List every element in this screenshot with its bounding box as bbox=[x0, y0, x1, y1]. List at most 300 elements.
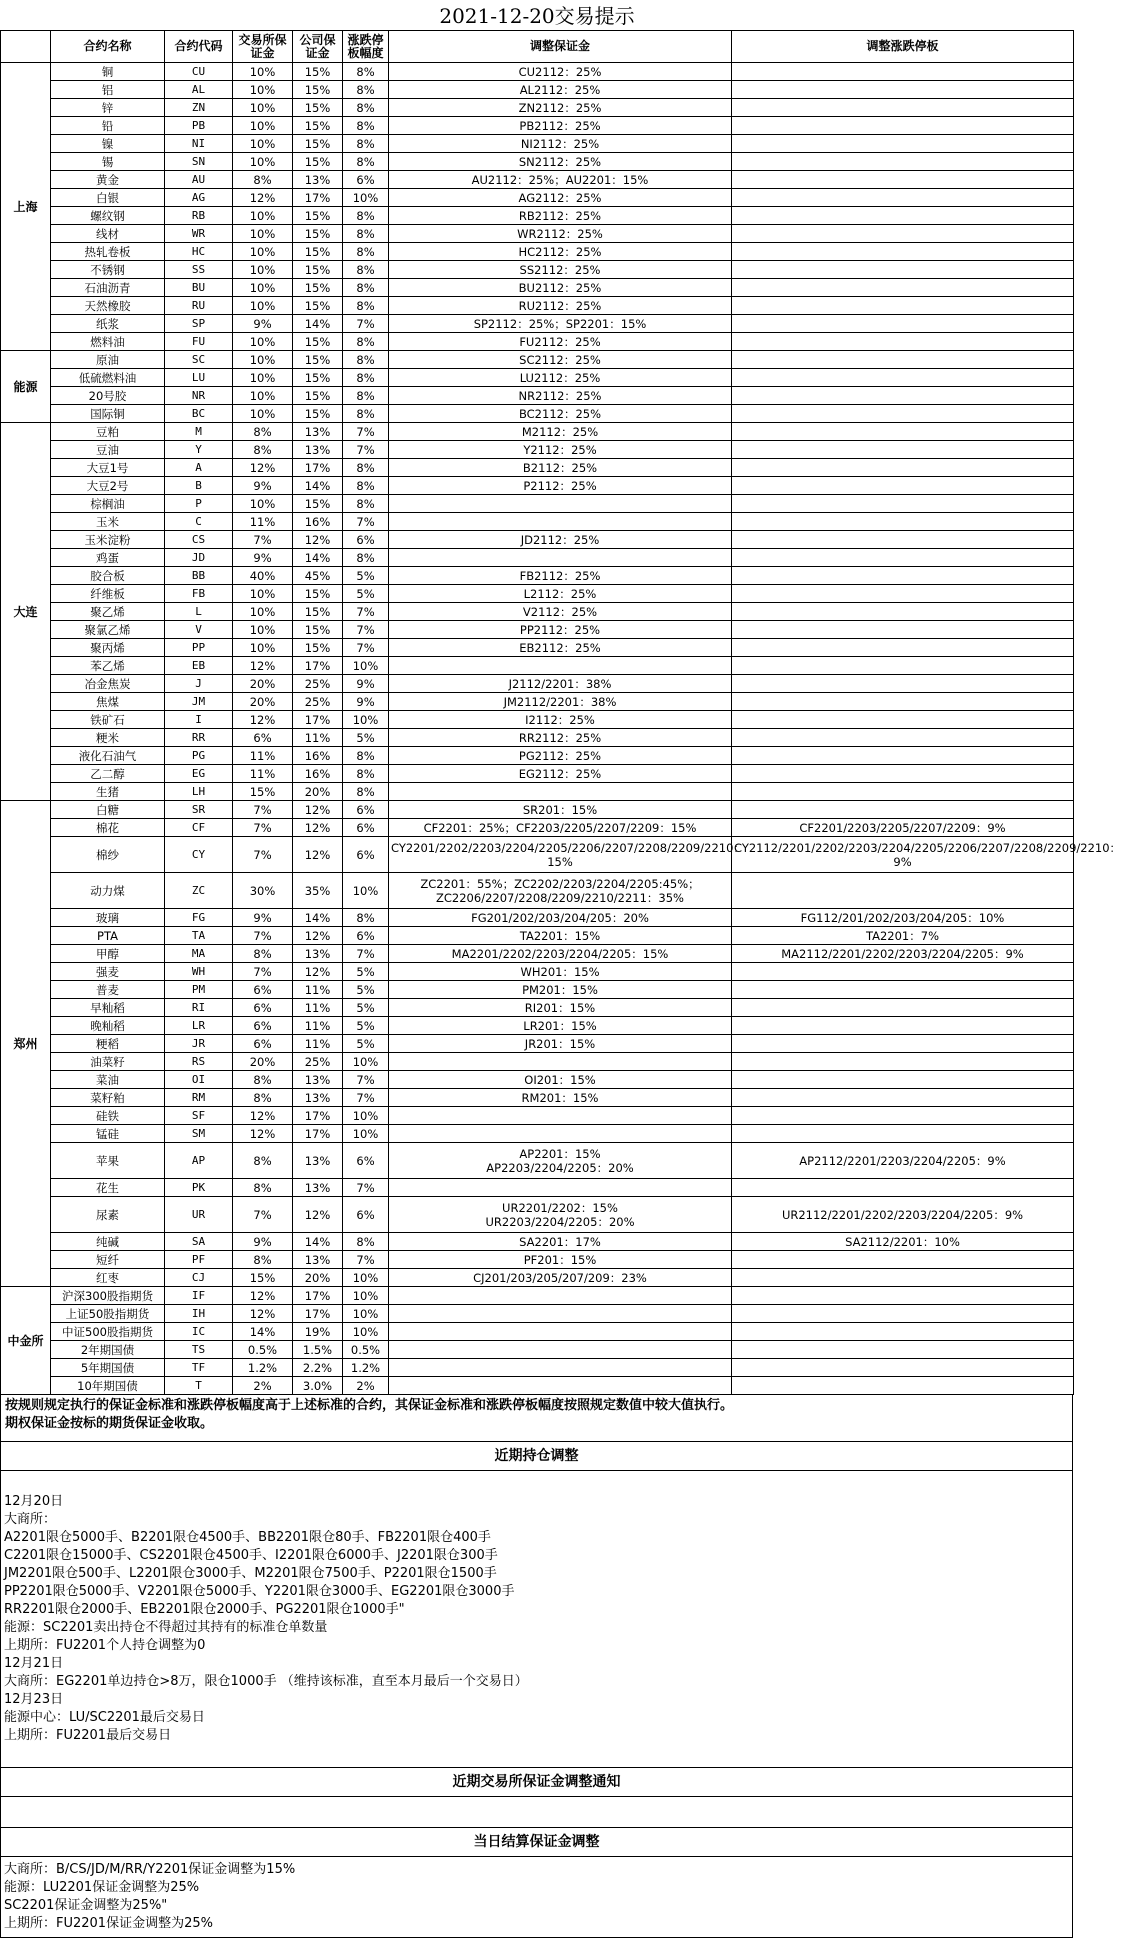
adjusted-limit bbox=[732, 1377, 1074, 1395]
price-limit: 8% bbox=[343, 909, 389, 927]
price-limit: 6% bbox=[343, 1143, 389, 1179]
text-line: C2201限仓15000手、CS2201限仓4500手、I2201限仓6000手、J2201限仓300手 bbox=[4, 1548, 498, 1563]
price-limit: 7% bbox=[343, 1089, 389, 1107]
exchange-margin: 7% bbox=[233, 1197, 293, 1233]
contract-name: 镍 bbox=[51, 135, 165, 153]
table-row bbox=[1, 1179, 1074, 1197]
price-limit: 7% bbox=[343, 315, 389, 333]
adjusted-limit bbox=[732, 657, 1074, 675]
table-row bbox=[1, 1305, 1074, 1323]
table-row bbox=[1, 711, 1074, 729]
adjusted-margin: PB2112：25% bbox=[389, 117, 732, 135]
exchange-margin: 9% bbox=[233, 1233, 293, 1251]
exchange-margin: 20% bbox=[233, 693, 293, 711]
company-margin: 13% bbox=[293, 423, 343, 441]
table-row bbox=[1, 81, 1074, 99]
adjusted-margin: CJ201/203/205/207/209：23% bbox=[389, 1269, 732, 1287]
exchange-margin: 8% bbox=[233, 1251, 293, 1269]
price-limit: 8% bbox=[343, 549, 389, 567]
contract-name: 苯乙烯 bbox=[51, 657, 165, 675]
table-row bbox=[1, 135, 1074, 153]
company-margin: 15% bbox=[293, 405, 343, 423]
contract-name: 玉米淀粉 bbox=[51, 531, 165, 549]
price-limit: 10% bbox=[343, 1305, 389, 1323]
company-margin: 17% bbox=[293, 1125, 343, 1143]
company-margin: 15% bbox=[293, 585, 343, 603]
adjusted-margin: CU2112：25% bbox=[389, 63, 732, 81]
price-limit: 8% bbox=[343, 351, 389, 369]
contract-name: 国际铜 bbox=[51, 405, 165, 423]
header-adjusted-margin: 调整保证金 bbox=[389, 31, 732, 63]
table-row bbox=[1, 315, 1074, 333]
text-line: 12月20日 bbox=[4, 1494, 64, 1509]
exchange-margin: 12% bbox=[233, 1305, 293, 1323]
adjusted-margin: FG201/202/203/204/205：20% bbox=[389, 909, 732, 927]
adjusted-margin: RU2112：25% bbox=[389, 297, 732, 315]
contract-name: 锡 bbox=[51, 153, 165, 171]
contract-code: EB bbox=[165, 657, 233, 675]
price-limit: 8% bbox=[343, 387, 389, 405]
adjusted-limit bbox=[732, 135, 1074, 153]
contract-name: 沪深300股指期货 bbox=[51, 1287, 165, 1305]
settlement-margin-body bbox=[1, 1857, 1072, 1937]
price-limit: 2% bbox=[343, 1377, 389, 1395]
price-limit: 9% bbox=[343, 693, 389, 711]
table-header-row bbox=[1, 31, 1074, 63]
adjusted-limit bbox=[732, 459, 1074, 477]
company-margin: 16% bbox=[293, 747, 343, 765]
contract-name: 热轧卷板 bbox=[51, 243, 165, 261]
adjusted-margin bbox=[389, 1323, 732, 1341]
adjusted-margin: UR2201/2202：15% UR2203/2204/2205：20% bbox=[389, 1197, 732, 1233]
price-limit: 6% bbox=[343, 927, 389, 945]
company-margin: 17% bbox=[293, 1305, 343, 1323]
table-row bbox=[1, 351, 1074, 369]
contract-name: 鸡蛋 bbox=[51, 549, 165, 567]
contract-name: 聚氯乙烯 bbox=[51, 621, 165, 639]
company-margin: 14% bbox=[293, 477, 343, 495]
adjusted-margin: WH201：15% bbox=[389, 963, 732, 981]
adjusted-margin bbox=[389, 1053, 732, 1071]
contract-name: 螺纹钢 bbox=[51, 207, 165, 225]
contract-code: LH bbox=[165, 783, 233, 801]
company-margin: 12% bbox=[293, 801, 343, 819]
price-limit: 8% bbox=[343, 261, 389, 279]
text-line: 大商所：EG2201单边持仓>8万，限仓1000手 （维持该标准，直至本月最后一个交易日） bbox=[4, 1674, 528, 1689]
company-margin: 35% bbox=[293, 873, 343, 909]
adjusted-margin: CY2201/2202/2203/2204/2205/2206/2207/2208/2209/2210：15% bbox=[389, 837, 732, 873]
contract-code: IF bbox=[165, 1287, 233, 1305]
adjusted-limit: TA2201：7% bbox=[732, 927, 1074, 945]
company-margin: 17% bbox=[293, 711, 343, 729]
company-margin: 15% bbox=[293, 351, 343, 369]
price-limit: 6% bbox=[343, 171, 389, 189]
adjusted-margin bbox=[389, 495, 732, 513]
adjusted-margin: LR201：15% bbox=[389, 1017, 732, 1035]
adjusted-margin: ZN2112：25% bbox=[389, 99, 732, 117]
price-limit: 8% bbox=[343, 495, 389, 513]
adjusted-margin: HC2112：25% bbox=[389, 243, 732, 261]
table-row bbox=[1, 117, 1074, 135]
exchange-margin: 10% bbox=[233, 153, 293, 171]
adjusted-limit bbox=[732, 351, 1074, 369]
margin-notice-title: 近期交易所保证金调整通知 bbox=[1, 1768, 1072, 1797]
contract-name: 普麦 bbox=[51, 981, 165, 999]
company-margin: 15% bbox=[293, 225, 343, 243]
contract-code: WH bbox=[165, 963, 233, 981]
company-margin: 13% bbox=[293, 1071, 343, 1089]
price-limit: 10% bbox=[343, 711, 389, 729]
company-margin: 17% bbox=[293, 1107, 343, 1125]
exchange-margin: 10% bbox=[233, 99, 293, 117]
price-limit: 5% bbox=[343, 999, 389, 1017]
table-row bbox=[1, 693, 1074, 711]
exchange-margin: 9% bbox=[233, 315, 293, 333]
rule-note bbox=[1, 1395, 1072, 1442]
exchange-margin: 8% bbox=[233, 1071, 293, 1089]
adjusted-limit bbox=[732, 117, 1074, 135]
adjusted-limit bbox=[732, 999, 1074, 1017]
exchange-margin: 10% bbox=[233, 279, 293, 297]
adjusted-limit: CY2112/2201/2202/2203/2204/2205/2206/2207/2208/2209/2210：9% bbox=[732, 837, 1074, 873]
contract-code: RB bbox=[165, 207, 233, 225]
adjusted-limit bbox=[732, 1287, 1074, 1305]
table-row bbox=[1, 405, 1074, 423]
adjusted-limit bbox=[732, 1359, 1074, 1377]
contract-code: A bbox=[165, 459, 233, 477]
company-margin: 15% bbox=[293, 63, 343, 81]
price-limit: 8% bbox=[343, 765, 389, 783]
adjusted-margin bbox=[389, 1125, 732, 1143]
company-margin: 15% bbox=[293, 243, 343, 261]
header-code: 合约代码 bbox=[165, 31, 233, 63]
exchange-margin: 10% bbox=[233, 639, 293, 657]
adjusted-limit: CF2201/2203/2205/2207/2209：9% bbox=[732, 819, 1074, 837]
contract-code: LU bbox=[165, 369, 233, 387]
exchange-margin: 10% bbox=[233, 495, 293, 513]
exchange-margin: 10% bbox=[233, 81, 293, 99]
company-margin: 25% bbox=[293, 693, 343, 711]
price-limit: 8% bbox=[343, 405, 389, 423]
exchange-margin: 10% bbox=[233, 405, 293, 423]
contract-code: TF bbox=[165, 1359, 233, 1377]
margin-notice-body bbox=[1, 1797, 1072, 1828]
exchange-margin: 12% bbox=[233, 711, 293, 729]
company-margin: 15% bbox=[293, 117, 343, 135]
company-margin: 20% bbox=[293, 1269, 343, 1287]
page-title: 2021-12-20交易提示 bbox=[439, 4, 635, 28]
table-row bbox=[1, 513, 1074, 531]
contract-code: SP bbox=[165, 315, 233, 333]
contract-name: 菜籽粕 bbox=[51, 1089, 165, 1107]
table-row bbox=[1, 801, 1074, 819]
exchange-margin: 12% bbox=[233, 189, 293, 207]
contract-code: CJ bbox=[165, 1269, 233, 1287]
contract-name: 菜油 bbox=[51, 1071, 165, 1089]
adjusted-margin: WR2112：25% bbox=[389, 225, 732, 243]
adjusted-limit: UR2112/2201/2202/2203/2204/2205：9% bbox=[732, 1197, 1074, 1233]
contract-name: 早籼稻 bbox=[51, 999, 165, 1017]
contract-code: PF bbox=[165, 1251, 233, 1269]
company-margin: 15% bbox=[293, 81, 343, 99]
table-row bbox=[1, 279, 1074, 297]
price-limit: 8% bbox=[343, 135, 389, 153]
exchange-margin: 10% bbox=[233, 261, 293, 279]
table-row bbox=[1, 1377, 1074, 1395]
company-margin: 14% bbox=[293, 315, 343, 333]
adjusted-limit bbox=[732, 963, 1074, 981]
text-line: JM2201限仓500手、L2201限仓3000手、M2201限仓7500手、P2201限仓1500手 bbox=[4, 1566, 497, 1581]
adjusted-limit bbox=[732, 441, 1074, 459]
adjusted-limit bbox=[732, 1125, 1074, 1143]
contract-code: J bbox=[165, 675, 233, 693]
company-margin: 15% bbox=[293, 207, 343, 225]
text-line: 大商所：B/CS/JD/M/RR/Y2201保证金调整为15% bbox=[4, 1862, 296, 1877]
adjusted-margin: LU2112：25% bbox=[389, 369, 732, 387]
exchange-margin: 10% bbox=[233, 225, 293, 243]
contract-code: T bbox=[165, 1377, 233, 1395]
adjusted-limit bbox=[732, 189, 1074, 207]
contract-code: RI bbox=[165, 999, 233, 1017]
price-limit: 10% bbox=[343, 1107, 389, 1125]
contract-name: 大豆1号 bbox=[51, 459, 165, 477]
table-row bbox=[1, 369, 1074, 387]
adjusted-limit bbox=[732, 171, 1074, 189]
table-row bbox=[1, 621, 1074, 639]
adjusted-limit bbox=[732, 81, 1074, 99]
adjusted-margin: NI2112：25% bbox=[389, 135, 732, 153]
price-limit: 6% bbox=[343, 819, 389, 837]
contract-name: 20号胶 bbox=[51, 387, 165, 405]
position-adjust-body bbox=[1, 1471, 1072, 1768]
price-limit: 6% bbox=[343, 531, 389, 549]
contract-name: 粳米 bbox=[51, 729, 165, 747]
contract-code: FG bbox=[165, 909, 233, 927]
adjusted-margin bbox=[389, 783, 732, 801]
contract-name: 玻璃 bbox=[51, 909, 165, 927]
table-row bbox=[1, 1053, 1074, 1071]
adjusted-limit bbox=[732, 153, 1074, 171]
price-limit: 10% bbox=[343, 1287, 389, 1305]
adjusted-limit bbox=[732, 1071, 1074, 1089]
table-row bbox=[1, 189, 1074, 207]
company-margin: 15% bbox=[293, 369, 343, 387]
table-row bbox=[1, 63, 1074, 81]
text-line: SC2201保证金调整为25%" bbox=[4, 1898, 168, 1913]
contract-name: 铜 bbox=[51, 63, 165, 81]
adjusted-margin bbox=[389, 549, 732, 567]
contract-code: BC bbox=[165, 405, 233, 423]
company-margin: 11% bbox=[293, 999, 343, 1017]
contract-code: L bbox=[165, 603, 233, 621]
contract-name: 硅铁 bbox=[51, 1107, 165, 1125]
exchange-margin: 20% bbox=[233, 675, 293, 693]
adjusted-margin bbox=[389, 1377, 732, 1395]
adjusted-limit bbox=[732, 423, 1074, 441]
price-limit: 10% bbox=[343, 189, 389, 207]
adjusted-limit: AP2112/2201/2203/2204/2205：9% bbox=[732, 1143, 1074, 1179]
exchange-margin: 15% bbox=[233, 1269, 293, 1287]
contract-name: 乙二醇 bbox=[51, 765, 165, 783]
contract-name: 铝 bbox=[51, 81, 165, 99]
text-line: 12月21日 bbox=[4, 1656, 64, 1671]
adjusted-margin: BC2112：25% bbox=[389, 405, 732, 423]
contract-code: PK bbox=[165, 1179, 233, 1197]
table-row bbox=[1, 1089, 1074, 1107]
exchange-margin: 10% bbox=[233, 387, 293, 405]
exchange-margin: 7% bbox=[233, 531, 293, 549]
contract-code: PG bbox=[165, 747, 233, 765]
header-adjusted-limit: 调整涨跌停板 bbox=[732, 31, 1074, 63]
adjusted-margin bbox=[389, 1287, 732, 1305]
adjusted-limit bbox=[732, 1107, 1074, 1125]
exchange-margin: 9% bbox=[233, 909, 293, 927]
exchange-margin: 10% bbox=[233, 369, 293, 387]
price-limit: 5% bbox=[343, 567, 389, 585]
adjusted-limit bbox=[732, 783, 1074, 801]
position-adjust-title: 近期持仓调整 bbox=[1, 1442, 1072, 1471]
contract-name: 生猪 bbox=[51, 783, 165, 801]
adjusted-margin: SP2112：25%；SP2201：15% bbox=[389, 315, 732, 333]
contract-code: FU bbox=[165, 333, 233, 351]
contract-code: TS bbox=[165, 1341, 233, 1359]
adjusted-limit bbox=[732, 549, 1074, 567]
adjusted-margin: EB2112：25% bbox=[389, 639, 732, 657]
text-line: 大商所： bbox=[4, 1512, 57, 1527]
price-limit: 0.5% bbox=[343, 1341, 389, 1359]
adjusted-margin: J2112/2201：38% bbox=[389, 675, 732, 693]
table-row bbox=[1, 999, 1074, 1017]
contract-code: AG bbox=[165, 189, 233, 207]
table-row bbox=[1, 783, 1074, 801]
contract-code: SN bbox=[165, 153, 233, 171]
adjusted-margin: AP2201：15% AP2203/2204/2205：20% bbox=[389, 1143, 732, 1179]
contract-code: LR bbox=[165, 1017, 233, 1035]
adjusted-limit bbox=[732, 873, 1074, 909]
price-limit: 10% bbox=[343, 1323, 389, 1341]
adjusted-limit: SA2112/2201：10% bbox=[732, 1233, 1074, 1251]
contract-code: HC bbox=[165, 243, 233, 261]
table-row bbox=[1, 477, 1074, 495]
company-margin: 12% bbox=[293, 927, 343, 945]
price-limit: 6% bbox=[343, 801, 389, 819]
exchange-margin: 0.5% bbox=[233, 1341, 293, 1359]
adjusted-limit bbox=[732, 279, 1074, 297]
table-row bbox=[1, 585, 1074, 603]
price-limit: 8% bbox=[343, 783, 389, 801]
adjusted-margin: M2112：25% bbox=[389, 423, 732, 441]
adjusted-margin: PP2112：25% bbox=[389, 621, 732, 639]
contract-name: 苹果 bbox=[51, 1143, 165, 1179]
adjusted-limit bbox=[732, 477, 1074, 495]
exchange-margin: 12% bbox=[233, 459, 293, 477]
contract-code: CY bbox=[165, 837, 233, 873]
contract-name: 焦煤 bbox=[51, 693, 165, 711]
adjusted-limit bbox=[732, 1323, 1074, 1341]
price-limit: 8% bbox=[343, 99, 389, 117]
table-row bbox=[1, 333, 1074, 351]
company-margin: 13% bbox=[293, 1179, 343, 1197]
contract-name: 白银 bbox=[51, 189, 165, 207]
adjusted-limit bbox=[732, 1017, 1074, 1035]
contract-name: 胶合板 bbox=[51, 567, 165, 585]
contract-code: ZC bbox=[165, 873, 233, 909]
adjusted-margin: AU2112：25%；AU2201：15% bbox=[389, 171, 732, 189]
contract-name: 短纤 bbox=[51, 1251, 165, 1269]
contract-code: NI bbox=[165, 135, 233, 153]
table-row bbox=[1, 837, 1074, 873]
exchange-margin: 10% bbox=[233, 621, 293, 639]
adjusted-margin bbox=[389, 657, 732, 675]
price-limit: 8% bbox=[343, 1233, 389, 1251]
contract-name: 油菜籽 bbox=[51, 1053, 165, 1071]
adjusted-limit bbox=[732, 531, 1074, 549]
company-margin: 14% bbox=[293, 1233, 343, 1251]
price-limit: 6% bbox=[343, 1197, 389, 1233]
text-line: 能源：LU2201保证金调整为25% bbox=[4, 1880, 200, 1895]
contract-code: IH bbox=[165, 1305, 233, 1323]
price-limit: 8% bbox=[343, 297, 389, 315]
contract-code: IC bbox=[165, 1323, 233, 1341]
contract-code: MA bbox=[165, 945, 233, 963]
price-limit: 5% bbox=[343, 1017, 389, 1035]
company-margin: 12% bbox=[293, 1197, 343, 1233]
exchange-margin: 8% bbox=[233, 1089, 293, 1107]
contract-name: 液化石油气 bbox=[51, 747, 165, 765]
company-margin: 15% bbox=[293, 153, 343, 171]
company-margin: 3.0% bbox=[293, 1377, 343, 1395]
adjusted-margin: JR201：15% bbox=[389, 1035, 732, 1053]
price-limit: 8% bbox=[343, 369, 389, 387]
price-limit: 8% bbox=[343, 81, 389, 99]
exchange-margin: 10% bbox=[233, 63, 293, 81]
price-limit: 5% bbox=[343, 963, 389, 981]
adjusted-limit bbox=[732, 1179, 1074, 1197]
company-margin: 17% bbox=[293, 189, 343, 207]
adjusted-margin: PF201：15% bbox=[389, 1251, 732, 1269]
table-row bbox=[1, 171, 1074, 189]
table-row bbox=[1, 1071, 1074, 1089]
price-limit: 8% bbox=[343, 225, 389, 243]
text-line: 上期所：FU2201保证金调整为25% bbox=[4, 1916, 213, 1931]
header-exchange-margin: 交易所保证金 bbox=[233, 31, 293, 63]
adjusted-limit bbox=[732, 1251, 1074, 1269]
adjusted-limit bbox=[732, 1053, 1074, 1071]
contract-name: 豆粕 bbox=[51, 423, 165, 441]
company-margin: 13% bbox=[293, 945, 343, 963]
contract-code: WR bbox=[165, 225, 233, 243]
adjusted-limit bbox=[732, 1035, 1074, 1053]
text-line: 能源中心：LU/SC2201最后交易日 bbox=[4, 1710, 205, 1725]
price-limit: 6% bbox=[343, 837, 389, 873]
exchange-cell: 能源 bbox=[1, 351, 51, 423]
company-margin: 11% bbox=[293, 1017, 343, 1035]
contract-name: 玉米 bbox=[51, 513, 165, 531]
notes-section bbox=[0, 1395, 1073, 1938]
company-margin: 1.5% bbox=[293, 1341, 343, 1359]
contract-name: 棉花 bbox=[51, 819, 165, 837]
adjusted-margin bbox=[389, 513, 732, 531]
company-margin: 12% bbox=[293, 531, 343, 549]
table-row bbox=[1, 297, 1074, 315]
contract-name: 冶金焦炭 bbox=[51, 675, 165, 693]
price-limit: 7% bbox=[343, 1071, 389, 1089]
adjusted-margin: I2112：25% bbox=[389, 711, 732, 729]
contract-name: 棉纱 bbox=[51, 837, 165, 873]
table-row bbox=[1, 927, 1074, 945]
price-limit: 5% bbox=[343, 1035, 389, 1053]
exchange-margin: 15% bbox=[233, 783, 293, 801]
